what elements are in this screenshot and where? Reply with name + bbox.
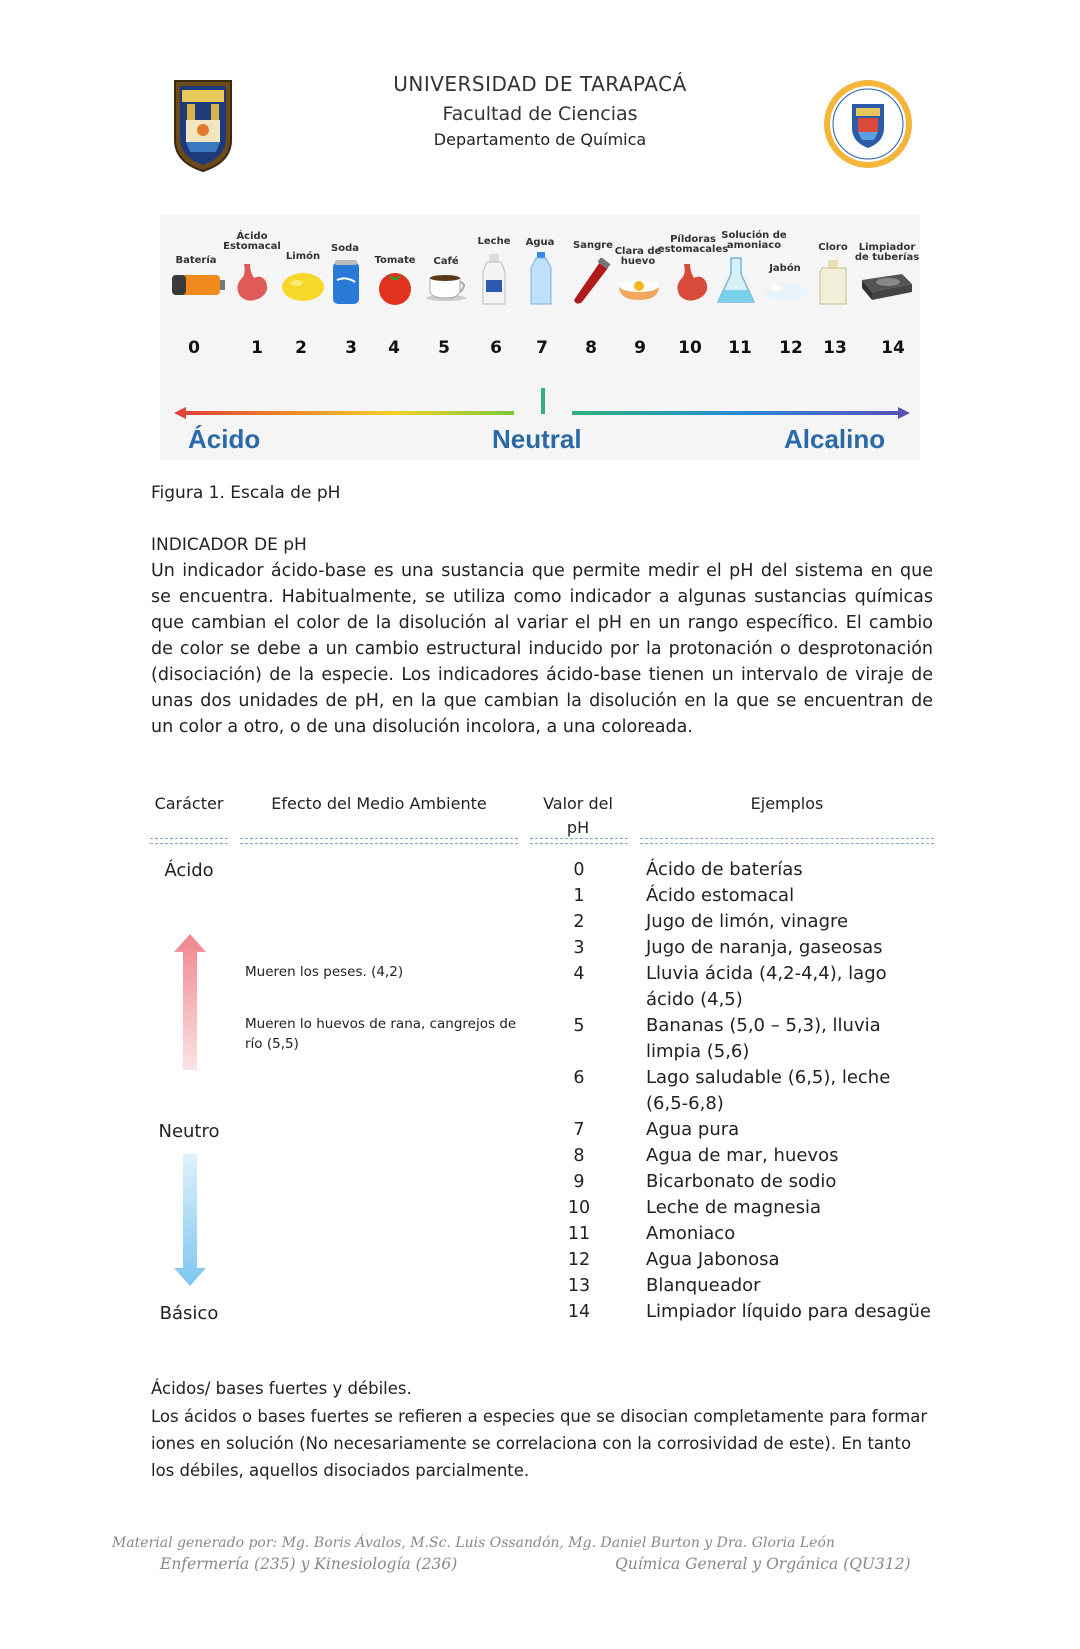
ph-value: 11 [567, 1224, 591, 1244]
table-divider [530, 838, 628, 844]
section-title: INDICADOR DE pH [151, 535, 307, 555]
coffee-cup-icon [424, 272, 470, 306]
ph-value: 10 [567, 1198, 591, 1218]
lemon-icon [280, 270, 326, 308]
table-divider [150, 838, 228, 844]
ph-value: 12 [567, 1250, 591, 1270]
ph-alkaline-label: Alcalino [784, 424, 886, 454]
ph-value: 8 [573, 1146, 585, 1166]
ph-neutral-label: Neutral [492, 424, 582, 454]
example-text: Agua Jabonosa [646, 1249, 780, 1270]
water-bottle-icon [528, 250, 554, 310]
footer-courses: Enfermería (235) y Kinesiología (236) [160, 1555, 458, 1573]
ph-item-label-7: Agua [525, 237, 555, 248]
example-text: Lluvia ácida (4,2-4,4), lago ácido (4,5) [646, 963, 887, 1010]
ph-item-label-8: Sangre [573, 240, 613, 251]
effect-frog-eggs: Mueren lo huevos de rana, cangrejos de río (5,5) [245, 1016, 517, 1052]
ph-item-label-14: Limpiador de tuberías [854, 242, 920, 263]
flask-icon [716, 256, 756, 310]
table-header-ph: Valor del pH [543, 794, 613, 837]
strong-weak-paragraph: Los ácidos o bases fuertes se refieren a especies que se disocian completamente para formar iones en solución (No necesariamente se correlaciona con la corrosividad de este). En tanto los débiles, aquellos disociados parcialmente. [151, 1407, 928, 1480]
ph-spectrum-arrows [172, 386, 912, 424]
example-text: Jugo de limón, vinagre [646, 911, 849, 932]
ph-item-label-9: Clara de huevo [614, 246, 662, 267]
ph-number-13: 13 [823, 338, 847, 358]
figure-caption: Figura 1. Escala de pH [151, 483, 341, 503]
department-name: Departamento de Química [433, 130, 647, 149]
ph-value: 5 [573, 1016, 585, 1036]
stomach-pills-icon [672, 262, 714, 308]
ph-item-label-4: Tomate [374, 255, 416, 266]
ph-value: 7 [573, 1120, 585, 1140]
acid-up-arrow [172, 932, 208, 1076]
ph-item-label-12: Jabón [769, 263, 801, 274]
ph-value: 9 [573, 1172, 585, 1192]
example-text: Jugo de naranja, gaseosas [646, 937, 883, 958]
footer-subject: Química General y Orgánica (QU312) [615, 1555, 911, 1573]
base-down-arrow [172, 1152, 208, 1292]
ph-number-10: 10 [678, 338, 702, 358]
example-text: Ácido de baterías [646, 859, 803, 880]
department-seal-logo [822, 78, 914, 170]
sink-icon [858, 268, 914, 308]
ph-value: 13 [567, 1276, 591, 1296]
ph-item-label-11: Solución de amoniaco [721, 230, 787, 251]
table-divider [240, 838, 518, 844]
example-text: Limpiador líquido para desagüe [646, 1301, 932, 1322]
ph-value: 0 [573, 860, 585, 880]
table-header-effect: Efecto del Medio Ambiente [271, 794, 487, 813]
battery-icon [170, 270, 226, 304]
indicator-paragraph: Un indicador ácido-base es una sustancia que permite medir el pH del sistema en que se encuentra. Habitualmente, se utiliza como indicador a algunas sustancias químicas que cambian el color de la disolución al variar el pH en un rango específico. El cambio de color se debe a un cambio estructural inducido por la protonación o desprotonación (disociación) de la especie. Los indicadores ácido-base tienen un intervalo de viraje de unas dos unidades de pH, en la que cambian la disolución en la que se encuentran de un color a otro, o de una disolución incolora, a una coloreada. [151, 561, 933, 737]
ph-item-label-1: Ácido Estomacal [223, 231, 281, 252]
blood-tube-icon [570, 258, 614, 310]
example-text: Amoniaco [646, 1223, 736, 1244]
ph-item-label-2: Limón [285, 251, 321, 262]
ph-number-1: 1 [251, 338, 263, 358]
soap-icon [762, 280, 810, 306]
ph-number-6: 6 [490, 338, 502, 358]
ph-item-label-3: Soda [331, 243, 359, 254]
ph-number-8: 8 [585, 338, 597, 358]
table-header-examples: Ejemplos [750, 794, 824, 813]
example-text: Bicarbonato de sodio [646, 1171, 837, 1192]
ph-value: 1 [573, 886, 585, 906]
table-divider [640, 838, 934, 844]
ph-number-3: 3 [345, 338, 357, 358]
ph-number-0: 0 [188, 338, 200, 358]
ph-number-12: 12 [779, 338, 803, 358]
ph-item-label-13: Cloro [818, 242, 848, 253]
ph-value: 4 [573, 964, 585, 984]
soda-can-icon [331, 258, 361, 310]
ph-number-14: 14 [881, 338, 905, 358]
tomato-icon [374, 266, 416, 310]
example-text: Ácido estomacal [646, 885, 795, 906]
faculty-name: Facultad de Ciencias [442, 103, 638, 125]
ph-item-label-5: Café [433, 256, 459, 267]
ph-value: 2 [573, 912, 585, 932]
example-text: Agua de mar, huevos [646, 1145, 839, 1166]
ph-number-7: 7 [536, 338, 548, 358]
ph-number-4: 4 [388, 338, 400, 358]
ph-item-label-10: Píldoras estomacales [657, 234, 729, 255]
example-text: Leche de magnesia [646, 1197, 821, 1218]
example-text: Agua pura [646, 1119, 740, 1140]
character-basic: Básico [159, 1303, 219, 1324]
bleach-jug-icon [816, 258, 852, 310]
university-name: UNIVERSIDAD DE TARAPACÁ [393, 72, 687, 96]
footer-authors: Material generado por: Mg. Boris Ávalos, M.Sc. Luis Ossandón, Mg. Daniel Burton y Dra. Gloria León [112, 1535, 835, 1551]
ph-number-9: 9 [634, 338, 646, 358]
example-text: Bananas (5,0 – 5,3), lluvia limpia (5,6) [646, 1015, 881, 1062]
strong-weak-title: Ácidos/ bases fuertes y débiles. [151, 1379, 412, 1398]
ph-value: 14 [567, 1302, 591, 1322]
milk-bottle-icon [481, 252, 507, 310]
ph-item-label-6: Leche [477, 236, 511, 247]
example-text: Blanqueador [646, 1275, 761, 1296]
character-acid: Ácido [164, 860, 214, 881]
ph-value: 3 [573, 938, 585, 958]
ph-value: 6 [573, 1068, 585, 1088]
stomach-icon [232, 262, 272, 308]
ph-item-label-0: Batería [175, 255, 217, 266]
ph-number-2: 2 [295, 338, 307, 358]
example-text: Lago saludable (6,5), leche (6,5-6,8) [646, 1067, 891, 1114]
character-neutral: Neutro [158, 1121, 220, 1142]
table-header-character: Carácter [154, 794, 224, 813]
egg-icon [615, 270, 663, 306]
ph-acid-label: Ácido [188, 424, 261, 454]
effect-fish: Mueren los peses. (4,2) [245, 964, 404, 980]
ph-number-5: 5 [438, 338, 450, 358]
ph-number-11: 11 [728, 338, 752, 358]
